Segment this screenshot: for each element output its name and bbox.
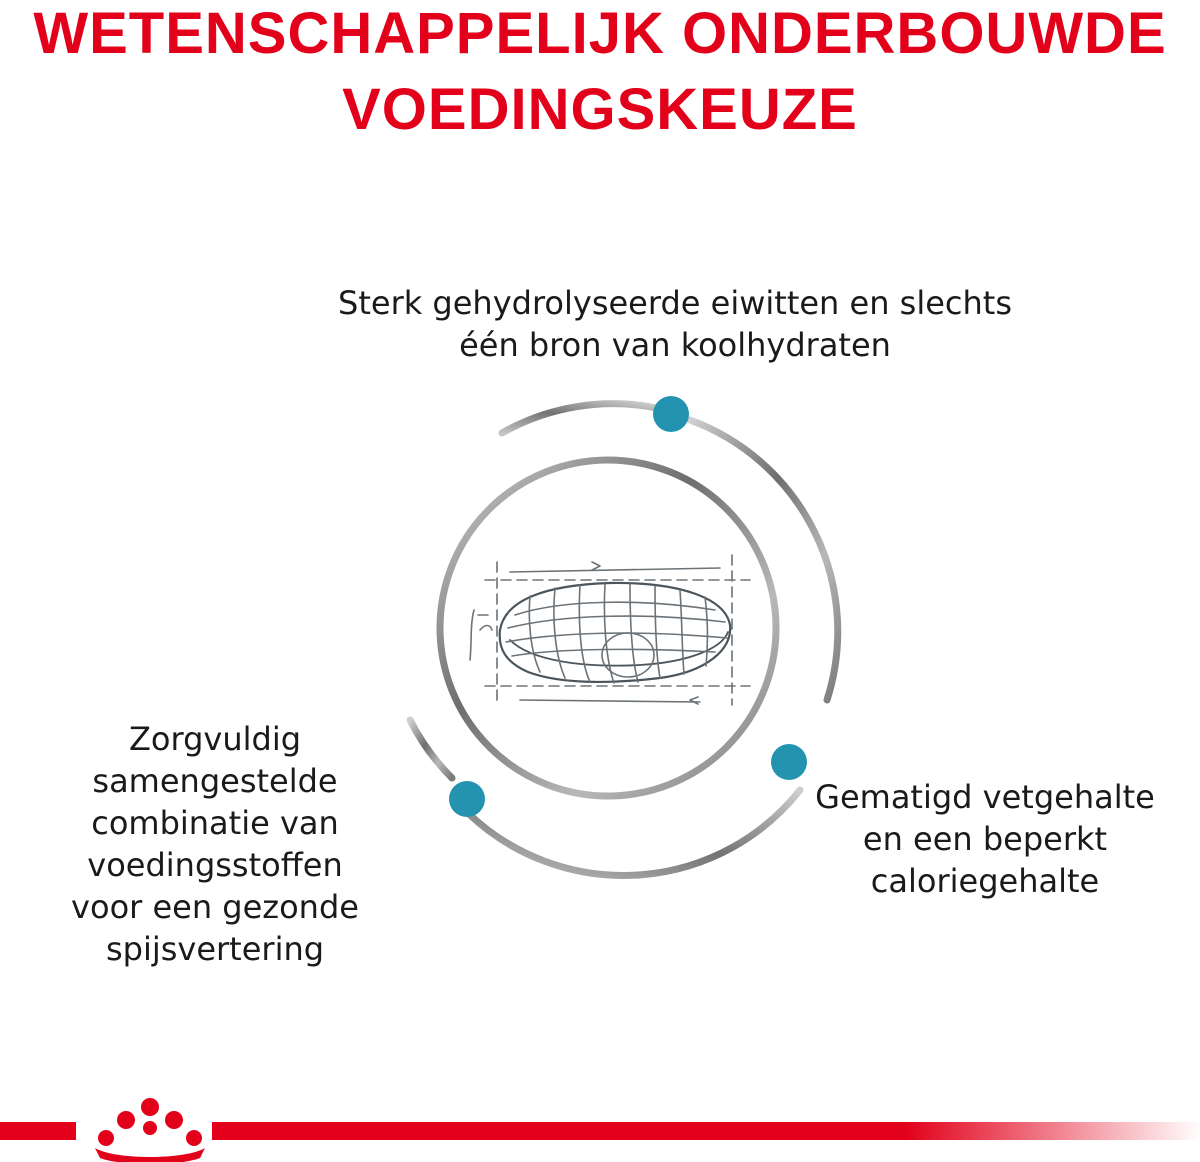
feature-left-line-4: voedingsstoffen	[87, 846, 343, 884]
feature-top-line-2: één bron van koolhydraten	[459, 326, 891, 364]
royal-canin-crown-logo	[95, 1098, 205, 1162]
feature-left-line-5: voor een gezonde	[71, 888, 359, 926]
feature-right-line-1: Gematigd vetgehalte	[815, 778, 1155, 816]
footer-line-left	[0, 1122, 76, 1140]
feature-left-line-2: samengestelde	[92, 762, 338, 800]
headline-line-1: WETENSCHAPPELIJK ONDERBOUWDE	[33, 1, 1167, 66]
feature-left-line-1: Zorgvuldig	[128, 720, 302, 758]
feature-left-line-3: combinatie van	[91, 804, 339, 842]
headline-line-2: VOEDINGSKEUZE	[342, 77, 858, 142]
footer-line-right	[212, 1122, 1200, 1140]
feature-top-line-1: Sterk gehydrolyseerde eiwitten en slechts	[338, 284, 1012, 322]
feature-right-line-3: caloriegehalte	[870, 862, 1100, 900]
feature-left-line-6: spijsvertering	[105, 930, 325, 968]
feature-right-line-2: en een beperkt	[862, 820, 1108, 858]
